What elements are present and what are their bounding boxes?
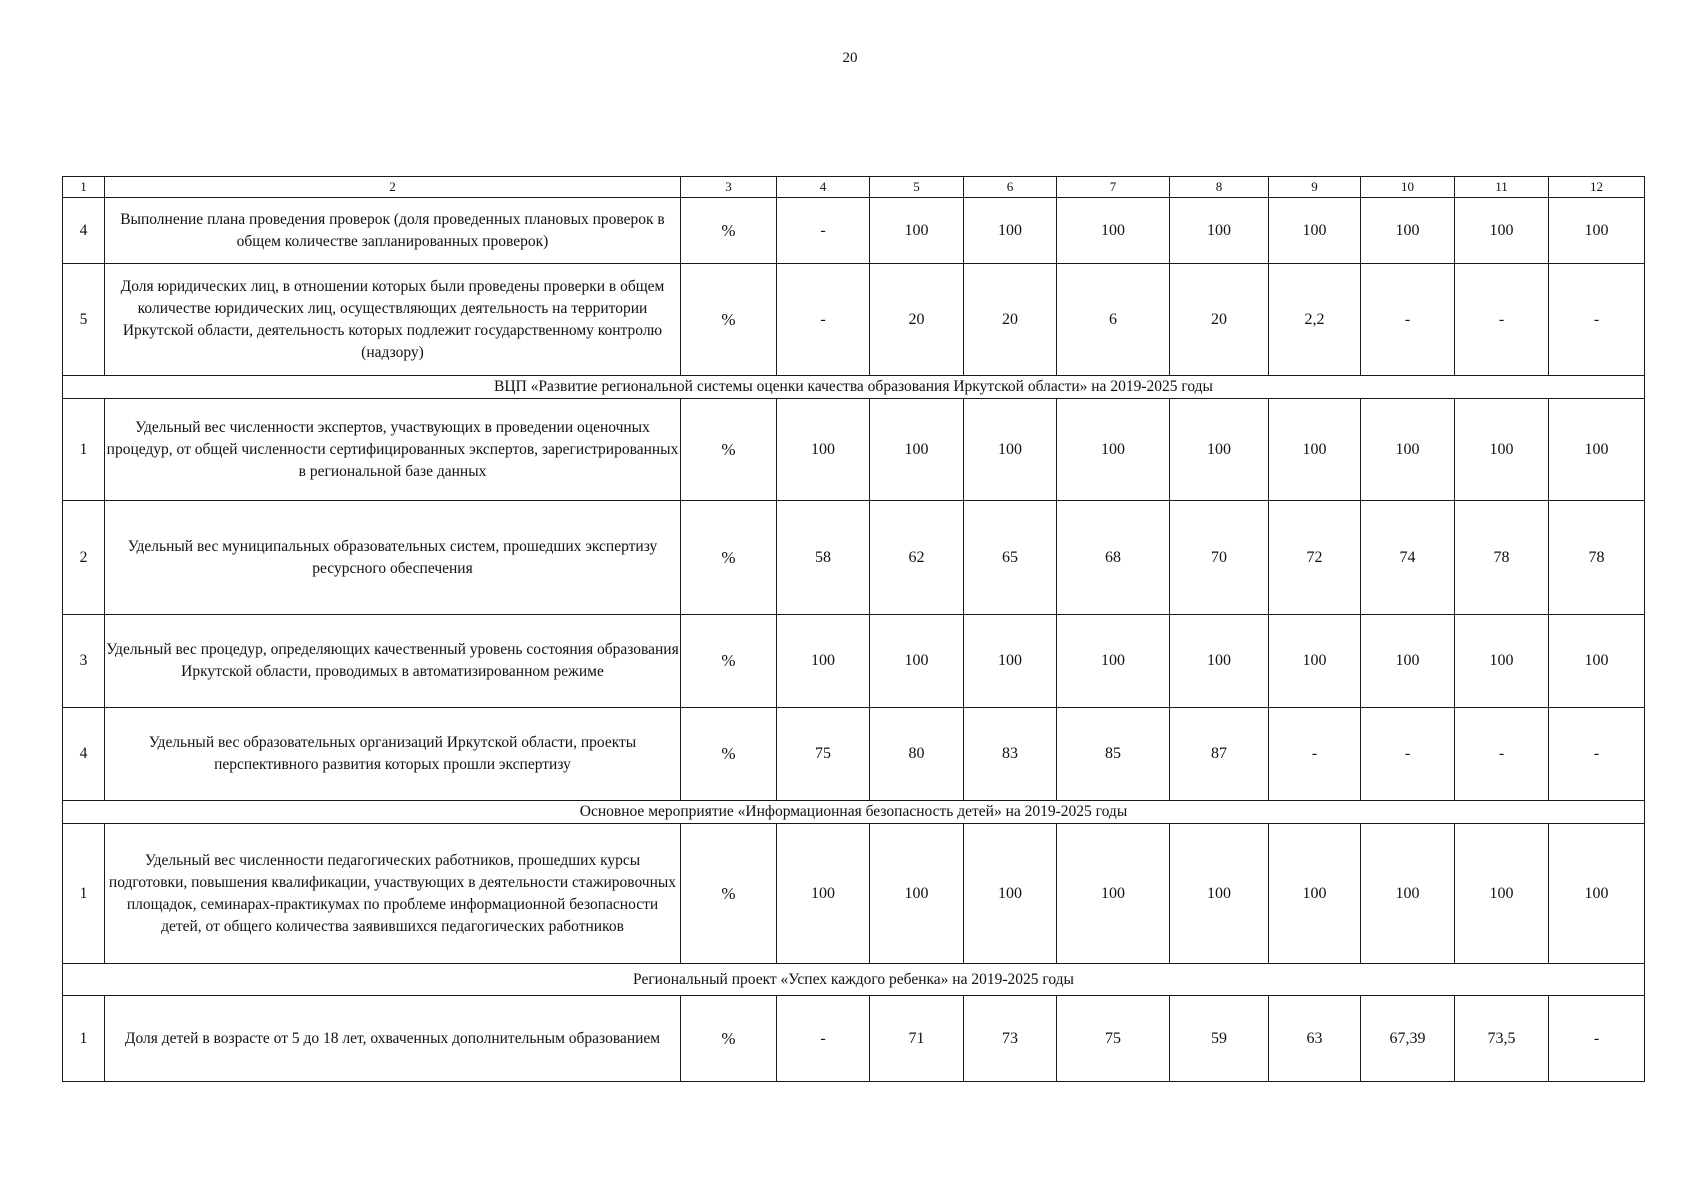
value-cell: 100: [1057, 399, 1170, 501]
value-cell: 100: [870, 198, 964, 264]
value-cell: 100: [1269, 615, 1361, 708]
unit-cell: %: [681, 824, 777, 964]
value-cell: 75: [777, 708, 870, 801]
indicator-name: Доля детей в возрасте от 5 до 18 лет, охваченных дополнительным образованием: [105, 996, 681, 1082]
value-cell: -: [777, 264, 870, 376]
value-cell: 100: [1170, 198, 1269, 264]
value-cell: 100: [870, 824, 964, 964]
indicator-name: Удельный вес численности экспертов, участвующих в проведении оценочных процедур, от общей численности сертифицированных экспертов, зарегистрированных в региональной базе данных: [105, 399, 681, 501]
value-cell: 100: [1361, 824, 1455, 964]
value-cell: 70: [1170, 501, 1269, 615]
value-cell: 100: [1269, 198, 1361, 264]
indicators-table: [62, 176, 1645, 1082]
column-number-header: 4: [777, 177, 870, 198]
value-cell: 59: [1170, 996, 1269, 1082]
indicator-name: Удельный вес процедур, определяющих качественный уровень состояния образования Иркутской области, проводимых в автоматизированном режиме: [105, 615, 681, 708]
value-cell: 100: [1455, 399, 1549, 501]
indicator-name: Удельный вес образовательных организаций Иркутской области, проекты перспективного развития которых прошли экспертизу: [105, 708, 681, 801]
column-number-header: 9: [1269, 177, 1361, 198]
indicator-row: [63, 264, 1645, 376]
unit-cell: %: [681, 198, 777, 264]
row-number: 1: [63, 996, 105, 1082]
value-cell: 100: [870, 615, 964, 708]
value-cell: -: [1361, 264, 1455, 376]
column-number-header: 12: [1549, 177, 1645, 198]
value-cell: -: [1455, 264, 1549, 376]
indicator-row: [63, 708, 1645, 801]
value-cell: 100: [964, 824, 1057, 964]
value-cell: 83: [964, 708, 1057, 801]
column-number-header: 3: [681, 177, 777, 198]
value-cell: 80: [870, 708, 964, 801]
unit-cell: %: [681, 708, 777, 801]
value-cell: 87: [1170, 708, 1269, 801]
value-cell: 100: [777, 615, 870, 708]
indicator-name: Удельный вес численности педагогических работников, прошедших курсы подготовки, повышения квалификации, участвующих в деятельности стажировочных площадок, семинарах-практикумах по проблеме информационной безопасности детей, от общего количества заявившихся педагогических работников: [105, 824, 681, 964]
value-cell: 20: [870, 264, 964, 376]
value-cell: 100: [1269, 824, 1361, 964]
value-cell: 100: [1549, 615, 1645, 708]
value-cell: 100: [1170, 824, 1269, 964]
value-cell: 100: [1455, 198, 1549, 264]
value-cell: 85: [1057, 708, 1170, 801]
value-cell: 100: [1361, 198, 1455, 264]
table-body: [63, 198, 1645, 1082]
value-cell: 63: [1269, 996, 1361, 1082]
column-number-header: 6: [964, 177, 1057, 198]
value-cell: 20: [1170, 264, 1269, 376]
value-cell: 78: [1455, 501, 1549, 615]
column-number-header: 7: [1057, 177, 1170, 198]
value-cell: 100: [964, 615, 1057, 708]
value-cell: 72: [1269, 501, 1361, 615]
value-cell: 71: [870, 996, 964, 1082]
column-number-header: 1: [63, 177, 105, 198]
column-number-header: 5: [870, 177, 964, 198]
unit-cell: %: [681, 996, 777, 1082]
value-cell: 78: [1549, 501, 1645, 615]
section-title: ВЦП «Развитие региональной системы оценки качества образования Иркутской области» на 2019-2025 годы: [63, 376, 1645, 399]
value-cell: 100: [1455, 615, 1549, 708]
indicator-name: Доля юридических лиц, в отношении которых были проведены проверки в общем количестве юридических лиц, осуществляющих деятельность на территории Иркутской области, деятельность которых подлежит государственному контролю (надзору): [105, 264, 681, 376]
value-cell: 62: [870, 501, 964, 615]
value-cell: 100: [1549, 399, 1645, 501]
value-cell: 100: [1057, 824, 1170, 964]
value-cell: -: [777, 198, 870, 264]
column-number-header: 10: [1361, 177, 1455, 198]
column-number-header: 11: [1455, 177, 1549, 198]
section-title: Региональный проект «Успех каждого ребенка» на 2019-2025 годы: [63, 964, 1645, 996]
value-cell: 100: [1455, 824, 1549, 964]
page-number: 20: [842, 50, 858, 66]
section-header-row: [63, 801, 1645, 824]
value-cell: 74: [1361, 501, 1455, 615]
indicator-row: [63, 501, 1645, 615]
column-number-header: 8: [1170, 177, 1269, 198]
value-cell: 100: [1269, 399, 1361, 501]
value-cell: 100: [964, 198, 1057, 264]
value-cell: 68: [1057, 501, 1170, 615]
section-title: Основное мероприятие «Информационная безопасность детей» на 2019-2025 годы: [63, 801, 1645, 824]
value-cell: 100: [777, 824, 870, 964]
indicator-row: [63, 824, 1645, 964]
indicator-row: [63, 615, 1645, 708]
column-number-header-row: [63, 177, 1645, 198]
row-number: 3: [63, 615, 105, 708]
value-cell: -: [1361, 708, 1455, 801]
row-number: 5: [63, 264, 105, 376]
value-cell: 20: [964, 264, 1057, 376]
value-cell: 67,39: [1361, 996, 1455, 1082]
column-number-header: 2: [105, 177, 681, 198]
row-number: 1: [63, 399, 105, 501]
value-cell: -: [1549, 996, 1645, 1082]
value-cell: 58: [777, 501, 870, 615]
section-header-row: [63, 964, 1645, 996]
value-cell: -: [1549, 264, 1645, 376]
value-cell: -: [1549, 708, 1645, 801]
value-cell: 100: [1549, 198, 1645, 264]
row-number: 4: [63, 708, 105, 801]
value-cell: 100: [1361, 615, 1455, 708]
value-cell: 100: [1361, 399, 1455, 501]
row-number: 4: [63, 198, 105, 264]
value-cell: 100: [1549, 824, 1645, 964]
row-number: 2: [63, 501, 105, 615]
value-cell: 100: [1057, 198, 1170, 264]
indicator-name: Удельный вес муниципальных образовательных систем, прошедших экспертизу ресурсного обеспечения: [105, 501, 681, 615]
value-cell: 100: [777, 399, 870, 501]
indicator-row: [63, 399, 1645, 501]
unit-cell: %: [681, 264, 777, 376]
value-cell: 100: [1057, 615, 1170, 708]
indicator-name: Выполнение плана проведения проверок (доля проведенных плановых проверок в общем количестве запланированных проверок): [105, 198, 681, 264]
value-cell: 100: [1170, 615, 1269, 708]
unit-cell: %: [681, 615, 777, 708]
row-number: 1: [63, 824, 105, 964]
value-cell: -: [777, 996, 870, 1082]
section-header-row: [63, 376, 1645, 399]
value-cell: 73,5: [1455, 996, 1549, 1082]
value-cell: 65: [964, 501, 1057, 615]
value-cell: 2,2: [1269, 264, 1361, 376]
value-cell: 100: [870, 399, 964, 501]
value-cell: 6: [1057, 264, 1170, 376]
indicator-row: [63, 996, 1645, 1082]
value-cell: 100: [1170, 399, 1269, 501]
value-cell: -: [1269, 708, 1361, 801]
value-cell: 75: [1057, 996, 1170, 1082]
indicator-row: [63, 198, 1645, 264]
unit-cell: %: [681, 501, 777, 615]
value-cell: 73: [964, 996, 1057, 1082]
value-cell: -: [1455, 708, 1549, 801]
value-cell: 100: [964, 399, 1057, 501]
unit-cell: %: [681, 399, 777, 501]
